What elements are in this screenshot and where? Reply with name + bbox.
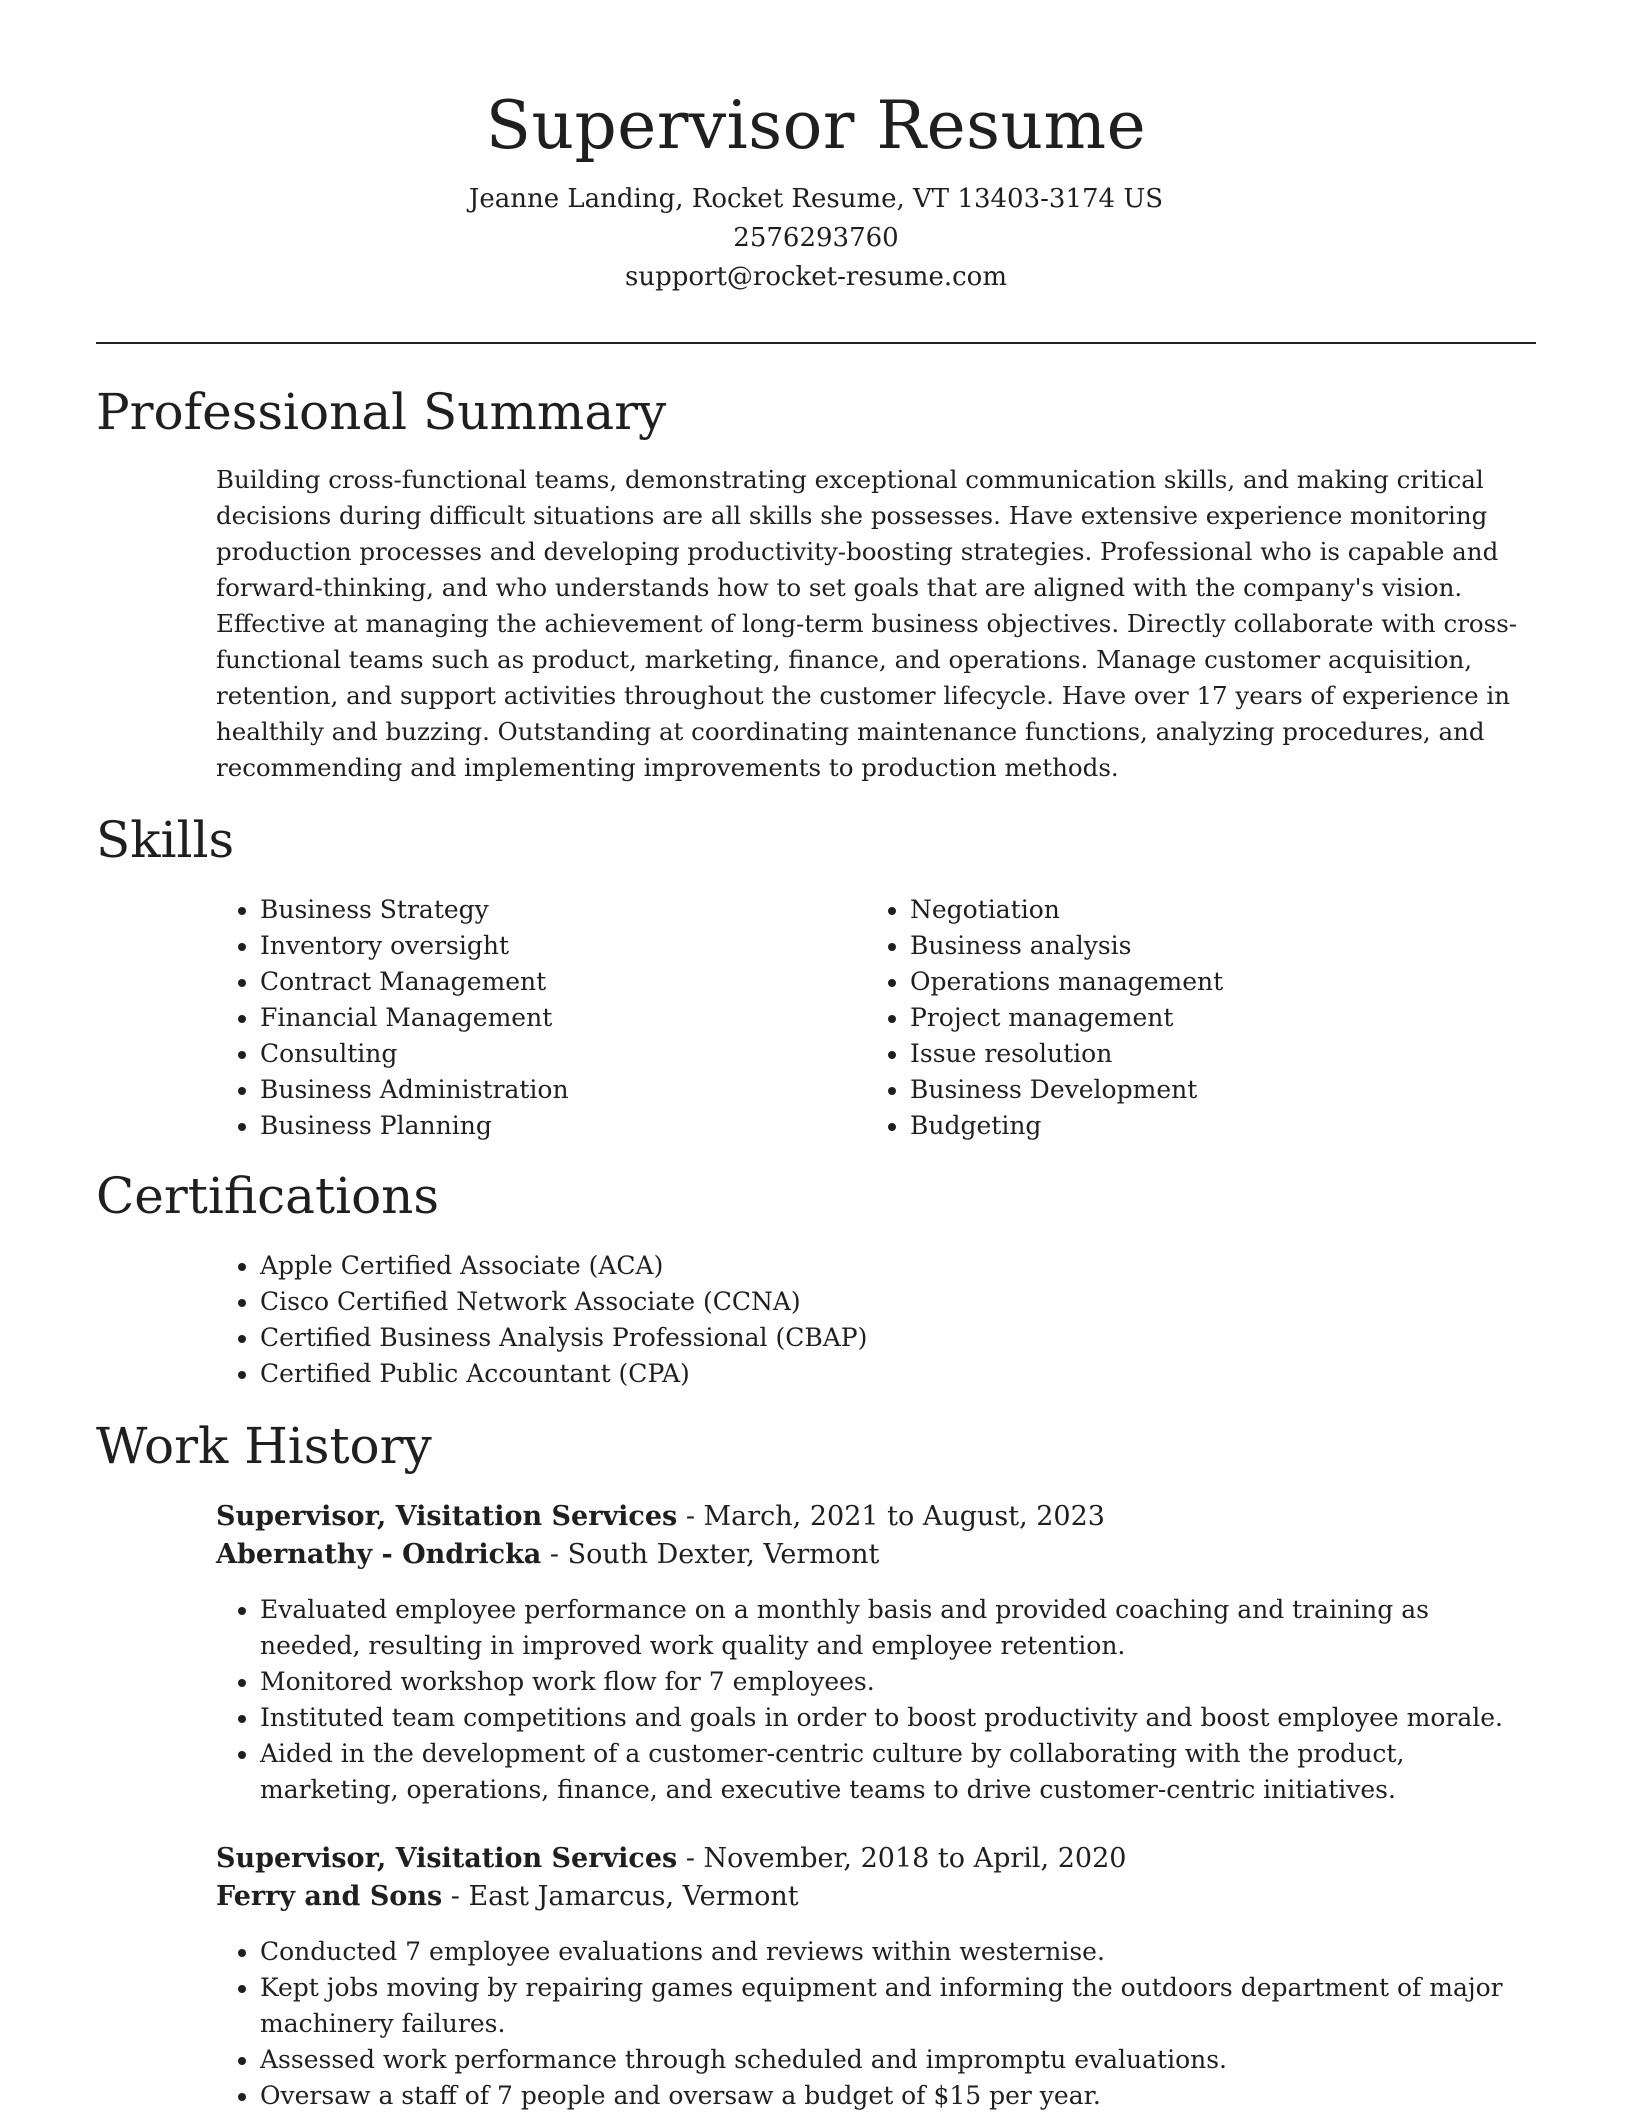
work-history-heading: Work History <box>96 1417 432 1475</box>
skill-item: • Contract Management <box>260 964 816 1000</box>
job-bullets <box>216 1592 1536 1808</box>
job-dates: - November, 2018 to April, 2020 <box>685 1843 1127 1874</box>
skill-item: • Business Administration <box>260 1072 816 1108</box>
certification-item: • Apple Certified Associate (ACA) <box>260 1248 1216 1284</box>
job-bullet: • Instituted team competitions and goals in order to boost productivity and boost employee morale. <box>260 1700 1536 1736</box>
skill-item: • Business Strategy <box>260 892 816 928</box>
skills-column-right <box>866 892 1466 1144</box>
certifications-heading: Certifications <box>96 1167 440 1225</box>
skill-item: • Operations management <box>910 964 1466 1000</box>
job-company: Abernathy - Ondricka <box>216 1539 542 1570</box>
certification-item: • Certified Public Accountant (CPA) <box>260 1356 1216 1392</box>
skill-item: • Project management <box>910 1000 1466 1036</box>
skills-heading: Skills <box>96 811 235 869</box>
job-title-line <box>216 1498 1536 1536</box>
contact-info <box>0 180 1632 297</box>
resume-title: Supervisor Resume <box>485 87 1147 164</box>
job-bullet: • Conducted 7 employee evaluations and reviews within westernise. <box>260 1934 1536 1970</box>
job-bullet: • Evaluated employee performance on a monthly basis and provided coaching and training as needed, resulting in improved work quality and employee retention. <box>260 1592 1536 1664</box>
skills-column-left <box>216 892 816 1144</box>
certification-item: • Cisco Certified Network Associate (CCNA) <box>260 1284 1216 1320</box>
job-bullet: • Oversaw a staff of 7 people and oversaw a budget of $15 per year. <box>260 2078 1536 2114</box>
email-address: support@rocket-resume.com <box>624 262 1007 292</box>
job-bullet: • Monitored workshop work flow for 7 employees. <box>260 1664 1536 1700</box>
skill-item: • Consulting <box>260 1036 816 1072</box>
job-bullet: • Kept jobs moving by repairing games equipment and informing the outdoors department of major machinery failures. <box>260 1970 1536 2042</box>
skill-item: • Issue resolution <box>910 1036 1466 1072</box>
job-bullet: • Assessed work performance through scheduled and impromptu evaluations. <box>260 2042 1536 2078</box>
job-company-line <box>216 1878 1536 1916</box>
phone-number: 2576293760 <box>733 223 899 253</box>
job-dates: - March, 2021 to August, 2023 <box>685 1501 1105 1532</box>
resume-header <box>0 0 1632 297</box>
skill-item: • Business Planning <box>260 1108 816 1144</box>
job-title: Supervisor, Visitation Services <box>216 1843 678 1874</box>
job-company: Ferry and Sons <box>216 1881 443 1912</box>
job-bullets <box>216 1934 1536 2114</box>
summary-heading: Professional Summary <box>96 383 667 441</box>
job-title: Supervisor, Visitation Services <box>216 1501 678 1532</box>
skill-item: • Business analysis <box>910 928 1466 964</box>
job-location: - East Jamarcus, Vermont <box>450 1881 799 1912</box>
skill-item: • Business Development <box>910 1072 1466 1108</box>
job-title-line <box>216 1840 1536 1878</box>
address: Jeanne Landing, Rocket Resume, VT 13403-3174 US <box>468 184 1164 214</box>
skill-item: • Inventory oversight <box>260 928 816 964</box>
certifications-list <box>216 1248 1216 1392</box>
summary-text: Building cross-functional teams, demonstrating exceptional communication skills, and making critical decisions during difficult situations are all skills she possesses. Have extensive experience monitoring production processes and developing productivity-boosting strategies. Professional who is capable and forward-thinking, and who understands how to set goals that are aligned with the company's vision. Effective at managing the achievement of long-term business objectives. Directly collaborate with cross-functional teams such as product, marketing, finance, and operations. Manage customer acquisition, retention, and support activities throughout the customer lifecycle. Have over 17 years of experience in healthily and buzzing. Outstanding at coordinating maintenance functions, analyzing procedures, and recommending and implementing improvements to production methods. <box>216 465 1518 782</box>
job-bullet: • Aided in the development of a customer-centric culture by collaborating with the product, marketing, operations, finance, and executive teams to drive customer-centric initiatives. <box>260 1736 1536 1808</box>
header-divider <box>96 342 1536 344</box>
skill-item: • Negotiation <box>910 892 1466 928</box>
job-entry <box>216 1498 1536 1808</box>
job-company-line <box>216 1536 1536 1574</box>
job-location: - South Dexter, Vermont <box>549 1539 880 1570</box>
certification-item: • Certified Business Analysis Professional (CBAP) <box>260 1320 1216 1356</box>
job-entry <box>216 1840 1536 2114</box>
skill-item: • Budgeting <box>910 1108 1466 1144</box>
skill-item: • Financial Management <box>260 1000 816 1036</box>
